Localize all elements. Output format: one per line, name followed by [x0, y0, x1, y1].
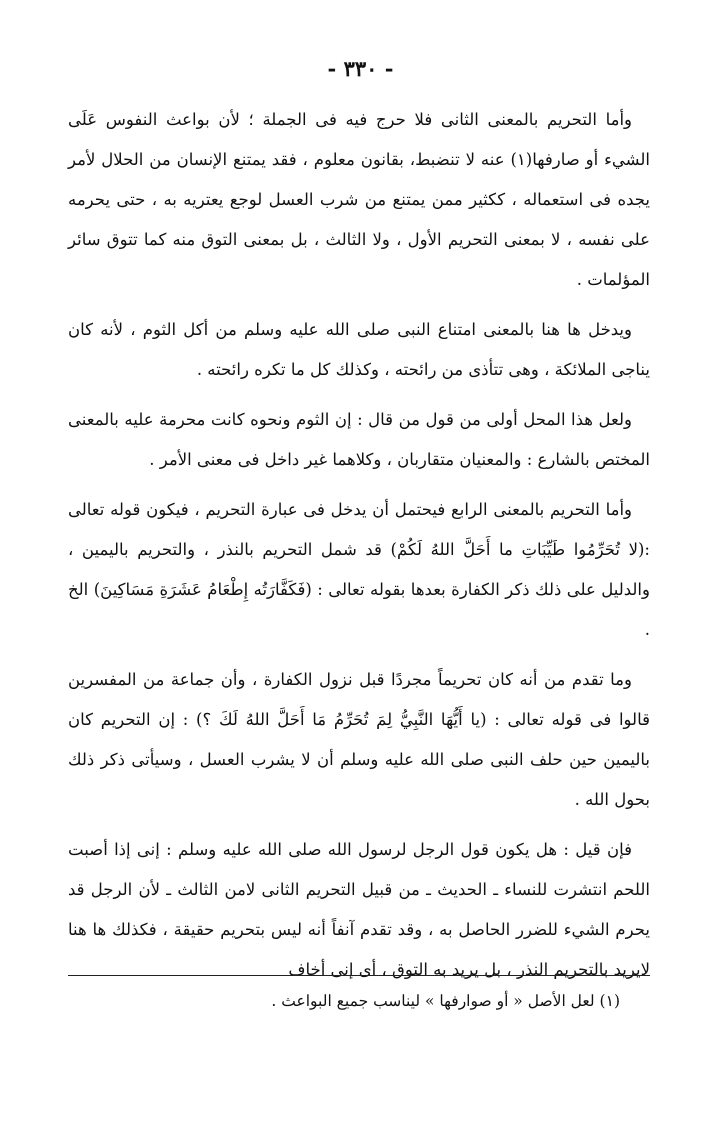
footnote-divider [68, 975, 650, 976]
paragraph-5: وما تقدم من أنه كان تحريماً مجردًا قبل نزول الكفارة ، وأن جماعة من المفسرين قالوا فى قوله تعالى : (يا أَيُّهَا النَّبِيُّ لِمَ تُحَرِّمُ مَا أَحَلَّ اللهُ لَكَ ؟) : إن التحريم كان باليمين حين حلف النبى صلى الله عليه وسلم أن لا يشرب العسل ، وسيأتى ذكر ذلك بحول الله . [68, 670, 650, 809]
paragraph-3: ولعل هذا المحل أولى من قول من قال : إن الثوم ونحوه كانت محرمة عليه بالمعنى المختص بالشارع : والمعنيان متقاربان ، وكلاهما غير داخل فى معنى الأمر . [68, 410, 650, 469]
page-number: - ٣٣٠ - [327, 56, 394, 81]
paragraph-4: وأما التحريم بالمعنى الرابع فيحتمل أن يدخل فى عبارة التحريم ، فيكون قوله تعالى :(لا تُحَرِّمُوا طَيِّبَاتِ ما أَحَلَّ اللهُ لَكُمْ) قد شمل التحريم بالنذر ، والتحريم باليمين ، والدليل على ذلك ذكر الكفارة بعدها بقوله تعالى : (فَكَفَّارَتُه إِطْعَامُ عَشَرَةِ مَسَاكِينَ) الخ . [68, 500, 650, 639]
main-text [68, 100, 650, 1000]
paragraph-6: فإن قيل : هل يكون قول الرجل لرسول الله صلى الله عليه وسلم : إنى إذا أصبت اللحم انتشرت للنساء ـ الحديث ـ من قبيل التحريم الثانى لامن الثالث ـ لأن الرجل قد يحرم الشيء للضرر الحاصل به ، وقد تقدم آنفاً أنه ليس بتحريم حقيقة ، فكذلك ها هنا لايريد بالتحريم النذر ، بل يريد به التوق ، أى إنى أخاف [68, 840, 650, 979]
paragraph-2: ويدخل ها هنا بالمعنى امتناع النبى صلى الله عليه وسلم من أكل الثوم ، لأنه كان يناجى الملائكة ، وهى تتأذى من رائحته ، وكذلك كل ما تكره رائحته . [68, 320, 650, 379]
footnote: (١) لعل الأصل « أو صوارفها » ليناسب جميع البواعث . [271, 992, 620, 1010]
paragraph-1: وأما التحريم بالمعنى الثانى فلا حرج فيه فى الجملة ؛ لأن بواعث النفوس عَلَى الشيء أو صارفها(١) عنه لا تنضبط، بقانون معلوم ، فقد يمتنع الإنسان من الحلال لأمر يجده فى استعماله ، ككثير ممن يمتنع من شرب العسل لوجع يعتريه به ، حتى يحرمه على نفسه ، لا بمعنى التحريم الأول ، ولا الثالث ، بل بمعنى التوق منه كما تتوق سائر المؤلمات . [68, 110, 650, 289]
